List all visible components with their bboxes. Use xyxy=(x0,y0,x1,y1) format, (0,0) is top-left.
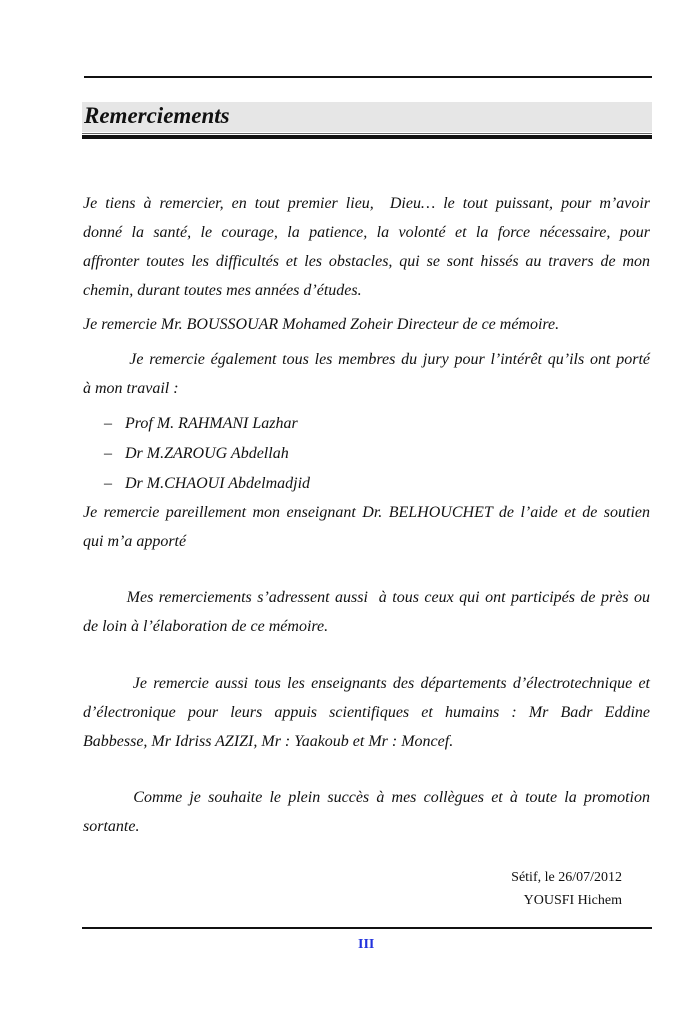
paragraph-jury xyxy=(83,349,650,407)
text-line: Je tiens à remercier, en tout premier lieu, Dieu… le tout puissant, pour m’avoir xyxy=(83,195,650,212)
header-underline-thin xyxy=(82,133,652,134)
text-line: Je remercie pareillement mon enseignant Dr. BELHOUCHET de l’aide et de soutien xyxy=(83,504,650,521)
jury-list xyxy=(104,413,310,503)
author-name: YOUSFI Hichem xyxy=(523,893,622,908)
section-header xyxy=(82,102,652,132)
text-line: affronter toutes les difficultés et les obstacles, qui se sont hissés au travers de mon xyxy=(83,253,650,270)
footer-rule xyxy=(82,927,652,929)
text-line: Babbesse, Mr Idriss AZIZI, Mr : Yaakoub et Mr : Moncef. xyxy=(83,733,454,750)
text-line: Je remercie Mr. BOUSSOUAR Mohamed Zoheir Directeur de ce mémoire. xyxy=(83,316,560,333)
text-line: qui m’a apporté xyxy=(83,533,187,550)
paragraph-director xyxy=(83,314,650,343)
page-title: Remerciements xyxy=(84,103,230,128)
text-line: d’électronique pour leurs appuis scientifiques et humains : Mr Badr Eddine xyxy=(83,704,650,721)
paragraph-colleagues xyxy=(83,787,650,845)
page-number: III xyxy=(358,937,375,952)
text-line: à mon travail : xyxy=(83,380,179,397)
paragraph-thanks-god xyxy=(83,193,650,309)
text-line: donné la santé, le courage, la patience, la volonté et la force nécessaire, pour xyxy=(83,224,650,241)
text-line: sortante. xyxy=(83,818,140,835)
text-line: Mes remerciements s’adressent aussi à tous ceux qui ont participés de près ou xyxy=(83,589,650,606)
paragraph-participants xyxy=(83,587,650,645)
paragraph-teacher xyxy=(83,502,650,560)
header-underline-thick xyxy=(82,135,652,139)
text-line: Je remercie aussi tous les enseignants des départements d’électrotechnique et xyxy=(83,675,650,692)
list-item: – Prof M. RAHMANI Lazhar xyxy=(104,415,298,432)
top-rule xyxy=(84,76,652,78)
text-line: Je remercie également tous les membres du jury pour l’intérêt qu’ils ont porté xyxy=(83,351,650,368)
text-line: Comme je souhaite le plein succès à mes collègues et à toute la promotion xyxy=(83,789,650,806)
text-line: chemin, durant toutes mes années d’études. xyxy=(83,282,362,299)
list-item: – Dr M.CHAOUI Abdelmadjid xyxy=(104,475,311,492)
list-item: – Dr M.ZAROUG Abdellah xyxy=(104,445,289,462)
place-date: Sétif, le 26/07/2012 xyxy=(511,870,622,885)
text-line: de loin à l’élaboration de ce mémoire. xyxy=(83,618,329,635)
paragraph-departments xyxy=(83,673,650,760)
